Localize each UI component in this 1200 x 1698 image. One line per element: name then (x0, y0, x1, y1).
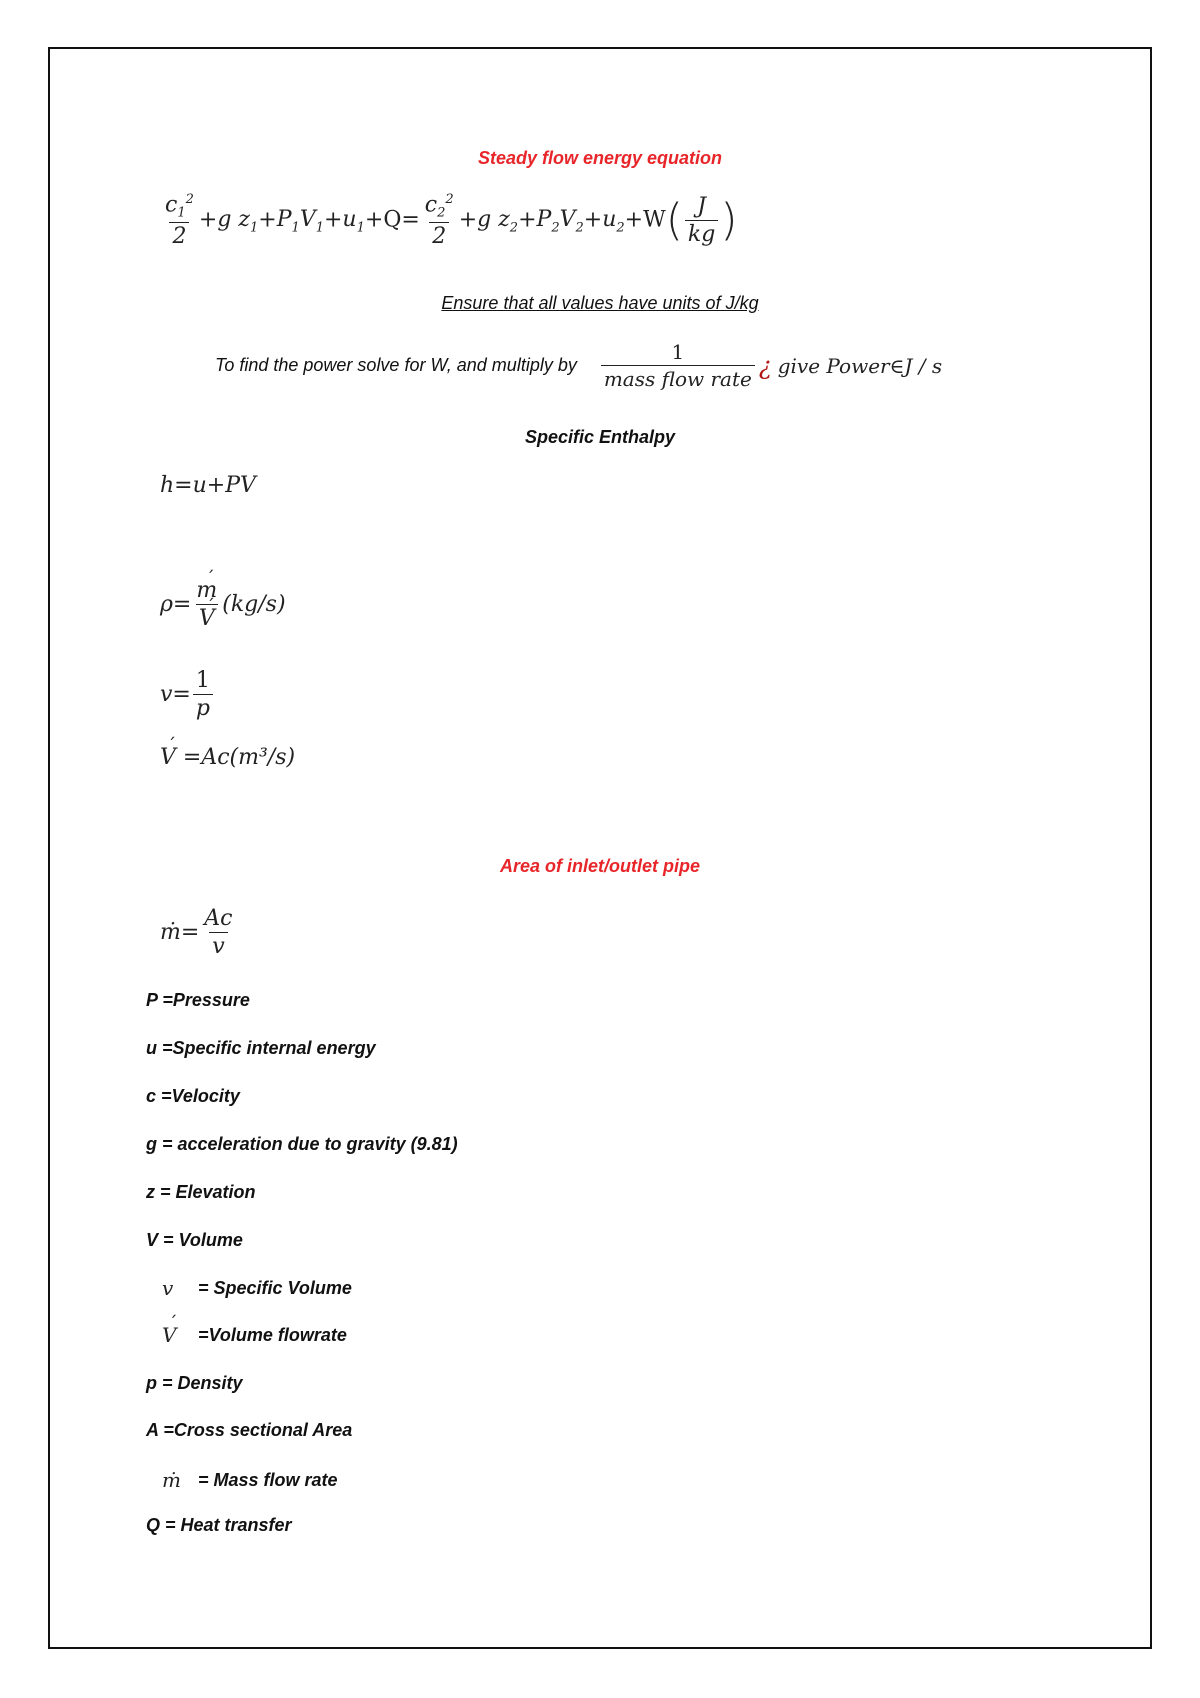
definition-volume: V = Volume (146, 1230, 243, 1250)
section-title-steady-flow: Steady flow energy equation (477, 148, 723, 168)
density-equation: ρ= ´ m ´ V (kg/s) (160, 578, 286, 631)
page-border (48, 47, 1152, 1649)
specific-volume-equation: v= $\frac{1}{p}$ (160, 668, 215, 721)
definition-q: Q = Heat transfer (146, 1515, 292, 1535)
volume-flow-equation: ´ V =Ac(m³/s) (160, 745, 295, 770)
power-note-text: To find the power solve for W, and multiply by (215, 355, 577, 375)
definition-p: P =Pressure (146, 990, 250, 1010)
section-title-enthalpy: Specific Enthalpy (524, 427, 676, 447)
definition-area: A =Cross sectional Area (146, 1420, 353, 1440)
enthalpy-equation: h=u+PV (160, 473, 256, 498)
definition-z: z = Elevation (146, 1182, 256, 1202)
definition-c: c =Velocity (146, 1086, 240, 1106)
units-note: Ensure that all values have units of J/kg (441, 293, 759, 313)
steady-flow-equation: $\frac{c_1^2}{2}$ +g $z_1+P_1V_1+u_1+Q=$ $\frac{c_2^2}{2}$ +g $z_2+P_2V_2+u_2+W$( $\frac{J}{kg}$ ) (165, 192, 738, 249)
power-glyph: ¿ (758, 351, 772, 380)
power-fraction: $\frac{1}{\text{mass flow rate}}$ (601, 340, 755, 391)
definition-volume-flowrate: ´ V =Volume flowrate (162, 1323, 347, 1347)
mass-flow-equation: ṁ= $\frac{Ac}{v}$ (160, 906, 233, 959)
section-title-area: Area of inlet/outlet pipe (499, 856, 700, 876)
definition-density: p = Density (146, 1373, 243, 1393)
definition-g: g = acceleration due to gravity (9.81) (146, 1134, 458, 1154)
definition-u: u =Specific internal energy (146, 1038, 376, 1058)
definition-mass-flow: ṁ = Mass flow rate (162, 1468, 338, 1492)
power-note (215, 340, 942, 391)
power-tail: give Power∈J / s (777, 353, 943, 378)
definition-specific-volume: v = Specific Volume (162, 1276, 352, 1300)
